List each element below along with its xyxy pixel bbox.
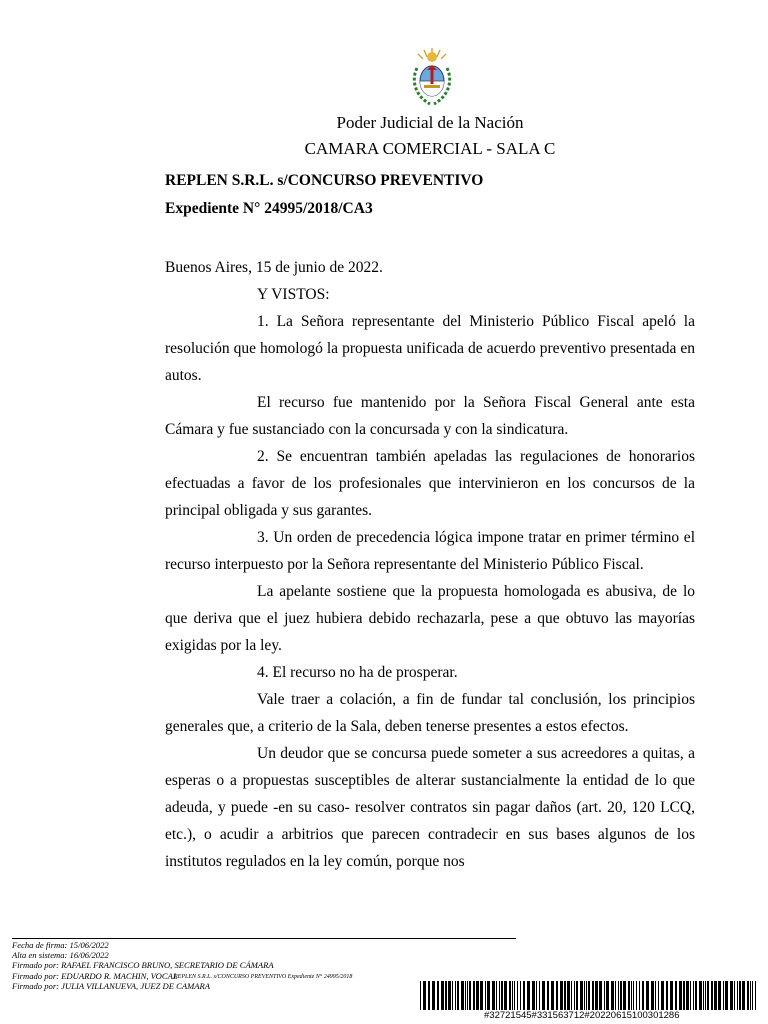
paragraph: 3. Un orden de precedencia lógica impone tratar en primer término el recurso interpuesto por la Señora representante del Ministerio Público Fiscal. [165, 529, 695, 573]
place-date: Buenos Aires, 15 de junio de 2022. [165, 259, 383, 276]
signer-judge: Firmado por: JULIA VILLANUEVA, JUEZ DE CAMARA [12, 980, 211, 991]
paragraph: La apelante sostiene que la propuesta homologada es abusiva, de lo que deriva que el juez hubiera debido rechazarla, pese a que obtuvo las mayorías exigidas por la ley. [165, 583, 695, 654]
coat-of-arms-seal [409, 46, 455, 108]
case-stamp: REPLEN S.R.L. s/CONCURSO PREVENTIVO Expediente N° 24995/2018 [174, 974, 353, 980]
paragraph: 4. El recurso no ha de prosperar. [257, 664, 458, 681]
institution-name: Poder Judicial de la Nación [336, 113, 524, 132]
signature-block [12, 940, 274, 991]
vistos-heading: Y VISTOS: [257, 286, 330, 303]
footer-divider [12, 938, 516, 939]
paragraph: Vale traer a colación, a fin de fundar tal conclusión, los principios generales que, a criterio de la Sala, deben tenerse presentes a estos efectos. [165, 691, 695, 735]
paragraph: Un deudor que se concursa puede someter a sus acreedores a quitas, a esperas o a propuestas susceptibles de alterar sustancialmente la entidad de lo que adeuda, y puede -en su caso- resolver contratos sin pagar daños (art. 20, 120 LCQ, etc.), o acudir a arbitrios que parecen contradecir en sus bases algunos de los institutos regulados en la ley común, porque nos [165, 745, 695, 870]
paragraph: 1. La Señora representante del Ministerio Público Fiscal apeló la resolución que homologó la propuesta unificada de acuerdo preventivo presentada en autos. [165, 313, 695, 384]
paragraph: 2. Se encuentran también apeladas las regulaciones de honorarios efectuadas a favor de los profesionales que intervinieron en los concursos de la principal obligada y sus garantes. [165, 448, 695, 519]
barcode-number: #32721545#331563712#20220615100301286 [484, 1010, 680, 1021]
signature-date: Fecha de firma: 15/06/2022 [12, 940, 109, 950]
system-date: Alta en sistema: 16/06/2022 [12, 950, 109, 961]
paragraph: El recurso fue mantenido por la Señora Fiscal General ante esta Cámara y fue sustanciado con la concursada y con la sindicatura. [165, 394, 695, 438]
case-title: REPLEN S.R.L. s/CONCURSO PREVENTIVO [165, 172, 484, 189]
chamber-name: CAMARA COMERCIAL - SALA C [304, 139, 556, 158]
signer-vocal: Firmado por: EDUARDO R. MACHIN, VOCAL [12, 970, 178, 981]
file-number: Expediente N° 24995/2018/CA3 [165, 200, 373, 217]
resolution-body [165, 254, 695, 875]
signer-secretary: Firmado por: RAFAEL FRANCISCO BRUNO, SECRETARIO DE CÁMARA [12, 960, 274, 971]
barcode [420, 981, 760, 1010]
